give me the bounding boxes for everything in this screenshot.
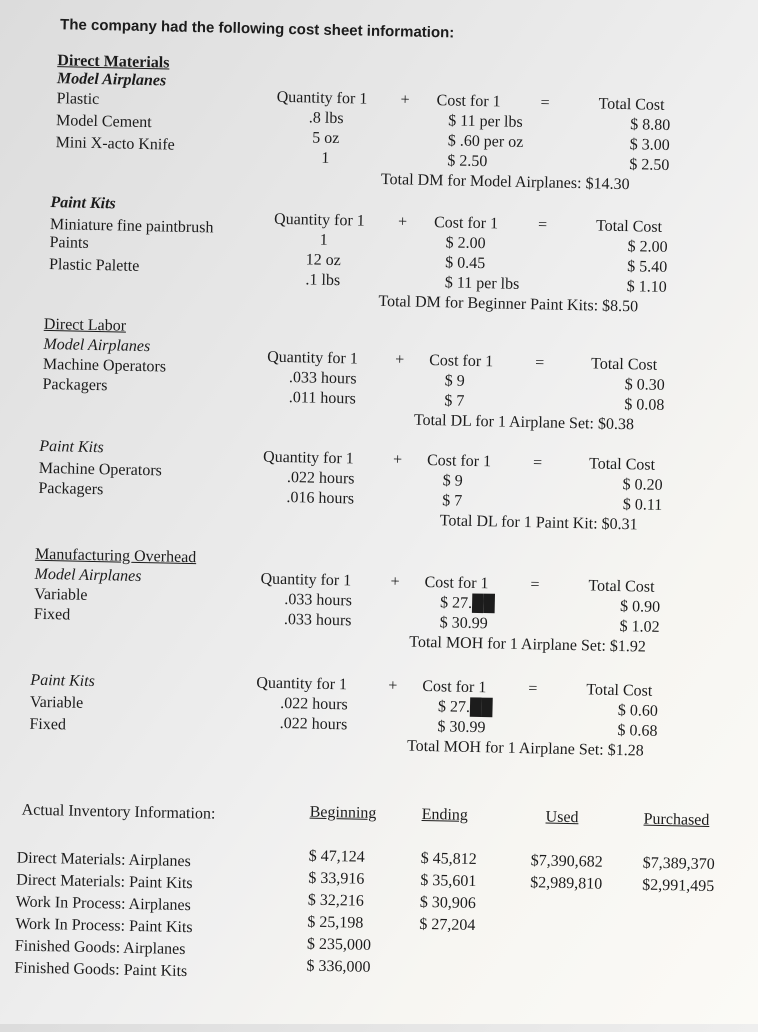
dl-airplanes-heading: Model Airplanes	[43, 335, 151, 356]
dl-air-plus: +	[395, 351, 405, 369]
inventory-label: Work In Process: Paint Kits	[15, 915, 193, 937]
dm-paint-item-2: Plastic Palette	[48, 256, 140, 275]
moh-paint-qty-1: .022 hours	[279, 714, 348, 734]
dm-air-plus: +	[400, 91, 410, 109]
dm-air-item-2: Mini X-acto Knife	[55, 134, 175, 154]
dm-paint-total-0: $ 2.00	[627, 238, 668, 256]
dl-paint-total-header: Total Cost	[588, 455, 656, 474]
inventory-beginning: $ 25,198	[307, 913, 364, 932]
moh-paint-cost-0: $ 27.██	[437, 698, 493, 717]
dl-paint-total-0: $ 0.20	[622, 476, 663, 494]
inventory-label: Finished Goods: Paint Kits	[14, 959, 188, 981]
inventory-purchased: $2,991,495	[642, 876, 715, 896]
dl-paint-cost-0: $ 9	[442, 472, 463, 490]
inventory-used: $2,989,810	[530, 874, 603, 893]
dl-air-total-1: $ 0.08	[624, 396, 665, 414]
dm-airplanes-heading: Model Airplanes	[56, 70, 167, 90]
dl-paint-total-1: $ 0.11	[622, 496, 663, 514]
moh-paint-cost-header: Cost for 1	[422, 677, 487, 697]
dm-paint-item-0: Miniature fine paintbrush	[49, 216, 214, 237]
dl-paint-plus: +	[392, 451, 403, 469]
inventory-label: Work In Process: Airplanes	[15, 893, 192, 915]
moh-air-summary: Total MOH for 1 Airplane Set: $1.92	[409, 633, 647, 656]
dm-air-cost-header: Cost for 1	[436, 92, 501, 111]
dm-paint-total-2: $ 1.10	[626, 278, 667, 296]
moh-airplanes-heading: Model Airplanes	[34, 565, 142, 586]
dl-air-item-0: Machine Operators	[42, 355, 167, 376]
dm-paint-cost-1: $ 0.45	[445, 254, 486, 273]
moh-air-plus: +	[390, 573, 400, 591]
dm-paint-eq: =	[537, 216, 548, 234]
dl-paint-qty-0: .022 hours	[286, 469, 355, 488]
moh-air-item-0: Variable	[34, 585, 88, 604]
dm-air-cost-2: $ 2.50	[447, 152, 488, 171]
dl-paint-eq: =	[532, 454, 543, 472]
dm-air-qty-2: 1	[321, 149, 330, 167]
dm-air-qty-1: 5 oz	[312, 129, 340, 148]
intro-text: The company had the following cost sheet information:	[59, 16, 455, 42]
dm-paint-cost-2: $ 11 per lbs	[444, 274, 520, 293]
moh-air-cost-1: $ 30.99	[439, 614, 488, 633]
dm-air-total-1: $ 3.00	[629, 136, 670, 154]
dl-title: Direct Labor	[43, 315, 127, 335]
dl-paint-item-1: Packagers	[38, 479, 104, 499]
dm-air-cost-1: $ .60 per oz	[447, 132, 524, 151]
dl-air-cost-0: $ 9	[444, 372, 465, 390]
moh-air-qty-header: Quantity for 1	[260, 570, 352, 590]
moh-paint-total-0: $ 0.60	[617, 702, 659, 720]
inventory-col-beginning: Beginning	[309, 803, 377, 822]
dm-paint-qty-2: .1 lbs	[305, 271, 341, 290]
moh-paint-summary: Total MOH for 1 Airplane Set: $1.28	[406, 737, 644, 760]
moh-paint-cost-1: $ 30.99	[437, 718, 486, 737]
inventory-ending: $ 35,601	[420, 871, 477, 891]
inventory-label: Direct Materials: Paint Kits	[16, 871, 193, 893]
dm-paint-item-1: Paints	[49, 234, 89, 252]
moh-air-eq: =	[530, 576, 540, 594]
dm-paint-cost-0: $ 2.00	[445, 234, 486, 253]
dl-air-qty-0: .033 hours	[288, 369, 357, 388]
inventory-ending: $ 30,906	[419, 893, 476, 913]
inventory-label: Finished Goods: Airplanes	[14, 937, 186, 959]
moh-title: Manufacturing Overhead	[34, 545, 197, 567]
dl-air-total-0: $ 0.30	[624, 376, 665, 394]
moh-paint-qty-header: Quantity for 1	[256, 674, 348, 694]
dl-paint-heading: Paint Kits	[39, 437, 104, 457]
dm-air-cost-0: $ 11 per lbs	[448, 112, 523, 131]
moh-paint-total-1: $ 0.68	[617, 722, 658, 740]
dm-paint-qty-0: 1	[319, 231, 328, 249]
dm-air-eq: =	[540, 94, 550, 112]
dl-air-qty-header: Quantity for 1	[267, 348, 359, 368]
moh-paint-heading: Paint Kits	[30, 671, 96, 691]
moh-paint-eq: =	[528, 680, 538, 698]
moh-air-cost-0: $ 27.██	[439, 594, 495, 613]
dm-paint-cost-header: Cost for 1	[433, 214, 499, 233]
moh-paint-item-1: Fixed	[29, 715, 67, 734]
moh-air-qty-1: .033 hours	[283, 611, 352, 630]
dm-air-total-2: $ 2.50	[629, 156, 670, 174]
inventory-col-used: Used	[545, 808, 579, 827]
inventory-label: Direct Materials: Airplanes	[16, 849, 191, 871]
dm-air-item-0: Plastic	[56, 90, 100, 109]
dl-paint-qty-1: .016 hours	[286, 489, 355, 508]
dm-paint-total-header: Total Cost	[595, 217, 663, 236]
dm-air-item-1: Model Cement	[55, 112, 152, 132]
inventory-beginning: $ 235,000	[306, 935, 372, 954]
moh-paint-qty-0: .022 hours	[280, 694, 348, 714]
dm-paint-qty-header: Quantity for 1	[273, 210, 365, 230]
dl-air-qty-1: .011 hours	[288, 389, 357, 408]
inventory-beginning: $ 33,916	[308, 869, 365, 888]
inventory-beginning: $ 32,216	[307, 891, 365, 910]
dm-air-total-0: $ 8.80	[629, 116, 671, 134]
moh-paint-plus: +	[388, 677, 398, 695]
inventory-col-purchased: Purchased	[643, 810, 710, 829]
inventory-title: Actual Inventory Information:	[21, 801, 216, 823]
moh-air-total-1: $ 1.02	[619, 618, 660, 636]
moh-air-total-0: $ 0.90	[619, 598, 661, 616]
dm-paint-total-1: $ 5.40	[627, 258, 668, 276]
dl-paint-summary: Total DL for 1 Paint Kit: $0.31	[439, 512, 638, 534]
dl-air-cost-header: Cost for 1	[429, 351, 494, 371]
moh-air-qty-0: .033 hours	[284, 591, 353, 610]
dm-paint-plus: +	[397, 213, 408, 231]
dm-paint-summary: Total DM for Beginner Paint Kits: $8.50	[378, 292, 639, 316]
inventory-beginning: $ 47,124	[308, 847, 365, 866]
dl-paint-item-0: Machine Operators	[38, 459, 163, 480]
dm-air-total-header: Total Cost	[598, 95, 665, 114]
dl-air-cost-1: $ 7	[444, 392, 465, 410]
dl-paint-cost-1: $ 7	[442, 492, 463, 510]
dm-air-qty-header: Quantity for 1	[276, 88, 368, 108]
moh-air-item-1: Fixed	[33, 605, 71, 624]
dl-air-summary: Total DL for 1 Airplane Set: $0.38	[413, 411, 635, 434]
inventory-col-ending: Ending	[421, 805, 469, 824]
dm-air-summary: Total DM for Model Airplanes: $14.30	[380, 170, 630, 194]
dm-air-qty-0: .8 lbs	[308, 109, 344, 128]
dl-air-eq: =	[534, 354, 545, 372]
dl-paint-qty-header: Quantity for 1	[262, 448, 354, 468]
inventory-purchased: $7,389,370	[642, 854, 715, 874]
inventory-used: $7,390,682	[530, 852, 603, 871]
dl-paint-cost-header: Cost for 1	[426, 451, 492, 471]
dl-air-total-header: Total Cost	[590, 355, 658, 374]
dm-title: Direct Materials	[57, 52, 170, 72]
dl-air-item-1: Packagers	[42, 375, 108, 395]
inventory-ending: $ 45,812	[420, 849, 477, 869]
dm-paint-heading: Paint Kits	[50, 194, 116, 213]
inventory-beginning: $ 336,000	[306, 957, 371, 976]
moh-air-cost-header: Cost for 1	[424, 573, 489, 593]
moh-air-total-header: Total Cost	[588, 577, 655, 596]
moh-paint-total-header: Total Cost	[586, 681, 653, 700]
inventory-ending: $ 27,204	[419, 915, 476, 935]
dm-paint-qty-1: 12 oz	[305, 251, 341, 270]
moh-paint-item-0: Variable	[29, 693, 84, 712]
